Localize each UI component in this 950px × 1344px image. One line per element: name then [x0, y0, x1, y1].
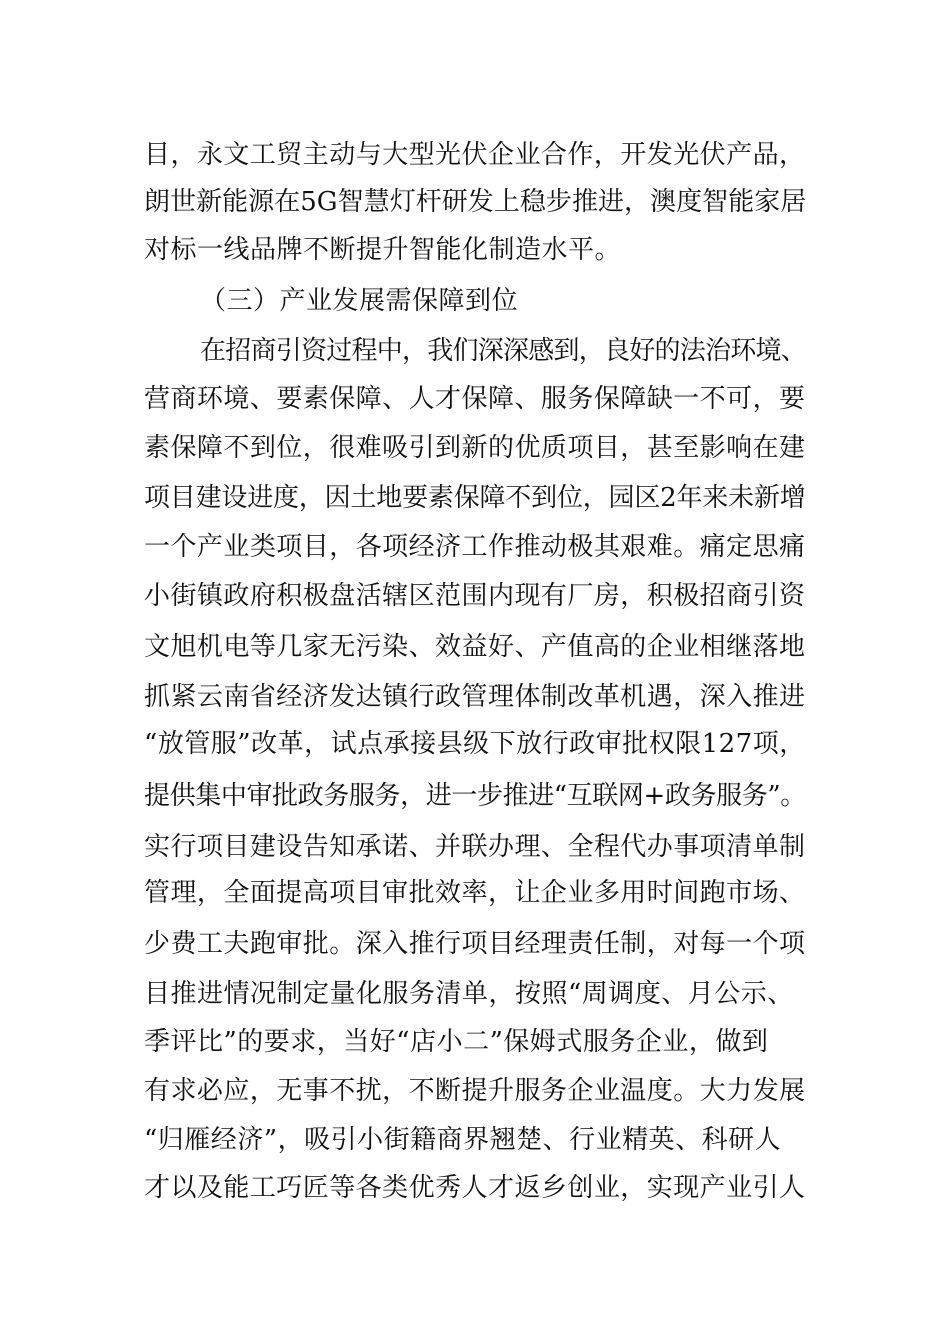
text-line: 少费工夫跑审批。深入推行项目经理责任制，对每一个项: [144, 929, 806, 959]
text-line: 目，永文工贸主动与大型光伏企业合作，开发光伏产品，: [144, 140, 806, 170]
text-line: 对标一线品牌不断提升智能化制造水平。: [144, 235, 622, 265]
text-line: 才以及能工巧匠等各类优秀人才返乡创业，实现产业引人: [144, 1173, 806, 1203]
text-line: 管理，全面提高项目审批效率，让企业多用时间跑市场、: [144, 878, 806, 908]
section-heading: （三）产业发展需保障到位: [200, 286, 519, 316]
text-line: 季评比”的要求，当好“店小二”保姆式服务企业，做到: [144, 1027, 769, 1057]
text-line: 实行项目建设告知承诺、并联办理、全程代办事项清单制: [144, 832, 806, 862]
text-line: 小街镇政府积极盘活辖区范围内现有厂房，积极招商引资: [144, 581, 806, 611]
text-line: 朗世新能源在5G智慧灯杆研发上稳步推进，澳度智能家居: [144, 187, 807, 217]
text-line: 抓紧云南省经济发达镇行政管理体制改革机遇，深入推进: [144, 682, 806, 712]
text-line: 目推进情况制定量化服务清单，按照“周调度、月公示、: [144, 979, 794, 1009]
text-line: 文旭机电等几家无污染、效益好、产值高的企业相继落地: [144, 632, 806, 662]
text-line: 营商环境、要素保障、人才保障、服务保障缺一不可，要: [144, 384, 806, 414]
text-line: 提供集中审批政务服务，进一步推进“互联网+政务服务”。: [144, 781, 806, 811]
text-line: 素保障不到位，很难吸引到新的优质项目，甚至影响在建: [144, 433, 806, 463]
paragraph-first-line: 在招商引资过程中，我们深深感到，良好的法治环境、: [200, 336, 807, 366]
text-line: 有求必应，无事不扰，不断提升服务企业温度。大力发展: [144, 1076, 806, 1106]
text-line: “放管服”改革，试点承接县级下放行政审批权限127项，: [144, 729, 806, 759]
text-line: “归雁经济”，吸引小街籍商界翘楚、行业精英、科研人: [144, 1125, 782, 1155]
text-line: 项目建设进度，因土地要素保障不到位，园区2年来未新增: [144, 483, 806, 513]
text-line: 一个产业类项目，各项经济工作推动极其艰难。痛定思痛: [144, 532, 806, 562]
